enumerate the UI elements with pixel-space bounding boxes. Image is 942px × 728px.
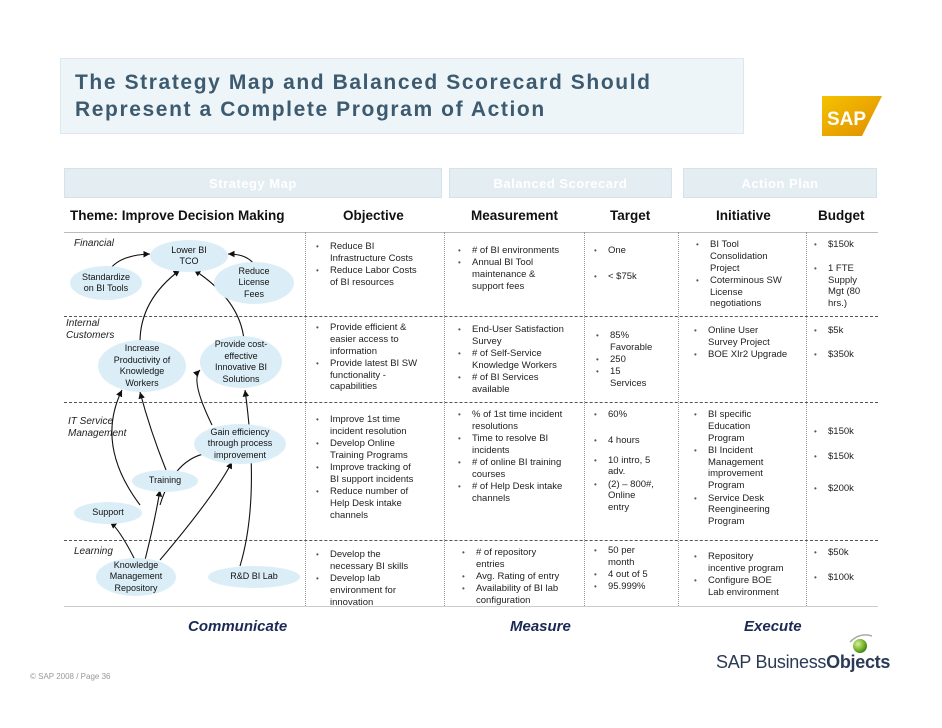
financial-targets [594,245,674,283]
list-item: • BI specific Education Program [694,409,806,444]
list-item: • Configure BOE Lab environment [694,575,806,599]
internal-objectives [316,322,440,394]
list-item: • Reduce BI Infrastructure Costs [316,241,440,265]
list-item: • # of Self-Service Knowledge Workers [458,348,582,372]
arrow-km-to-training [145,490,160,560]
oval-support: Support [74,502,142,524]
list-item: • 1 FTE Supply Mgt (80 hrs.) [814,263,878,310]
list-item: • BI Tool Consolidation Project [696,239,804,274]
header-divider [64,232,878,233]
row-divider-internal [64,402,878,403]
list-item: • 50 per month [594,545,678,569]
row-divider-it-service [64,540,878,541]
slide-title [75,69,652,123]
perspective-internal: Internal Customers [66,318,115,341]
list-item: • $100k [814,572,878,584]
oval-increase-productivity: Increase Productivity of Knowledge Workers [98,340,186,392]
sap-logo-icon [822,96,882,136]
list-item: • Provide efficient & easier access to information [316,322,440,357]
list-item: • 4 hours [594,435,678,447]
list-item: • # of BI environments [458,245,582,257]
financial-budgets [814,239,878,310]
oval-provide-cost-effective: Provide cost- effective Innovative BI Solutions [200,336,282,388]
list-item: • Coterminous SW License negotiations [696,275,804,310]
list-item: • 10 intro, 5 adv. [594,455,678,479]
list-item: • Reduce number of Help Desk intake channels [316,486,440,521]
financial-initiatives [696,239,804,311]
list-item: • 4 out of 5 [594,569,678,581]
financial-measurements [458,245,582,293]
list-item: • 85% Favorable [596,330,676,354]
list-item: • # of online BI training courses [458,457,582,481]
internal-budgets [814,325,878,361]
list-item: • End-User Satisfaction Survey [458,324,582,348]
learning-initiatives [694,551,806,599]
list-item: • $50k [814,547,878,559]
list-item: • # of Help Desk intake channels [458,481,582,505]
list-item: • 95.999% [594,581,678,593]
businessobjects-logo: SAP BusinessObjects [716,652,891,672]
arrow-support-to-productivity [112,390,140,505]
list-item: • # of repository entries [462,547,582,571]
learning-objectives [316,549,440,609]
list-item: • BI Incident Management improvement Program [694,445,806,492]
oval-rd-bi-lab: R&D BI Lab [208,566,300,588]
section-action-plan: Action Plan [683,168,877,198]
internal-measurements [458,324,582,396]
list-item: • Online User Survey Project [694,325,806,349]
list-item: • 60% [594,409,678,421]
perspective-it-service: IT Service Management [68,416,127,439]
list-item: • Develop lab environment for innovation [316,573,440,608]
row-divider-financial [64,316,878,317]
header-initiative: Initiative [716,208,771,223]
arrow-km-to-support [110,522,135,560]
title-line-2: Represent a Complete Program of Action [75,98,546,121]
header-measurement: Measurement [471,208,559,223]
list-item: • Time to resolve BI incidents [458,433,582,457]
column-divider [678,232,679,606]
section-balanced-scorecard: Balanced Scorecard [449,168,672,198]
section-strategy-map: Strategy Map [64,168,442,198]
oval-knowledge-mgmt: Knowledge Management Repository [96,558,176,596]
label-execute: Execute [744,618,802,635]
oval-reduce-license: Reduce License Fees [214,262,294,304]
list-item: • (2) – 800#, Online entry [594,479,678,514]
footer-copyright: © SAP 2008 / Page 36 [30,672,111,681]
list-item: • Avg. Rating of entry [462,571,582,583]
perspective-learning: Learning [74,546,113,557]
list-item: • 15 Services [596,366,676,390]
learning-measurements [462,547,582,607]
label-measure: Measure [510,618,571,635]
list-item: • $150k [814,426,878,438]
header-theme: Theme: Improve Decision Making [70,208,285,223]
arrow-training-to-productivity [140,392,166,470]
it-service-objectives [316,414,440,522]
oval-training: Training [132,470,198,492]
header-objective: Objective [343,208,404,223]
title-line-1: The Strategy Map and Balanced Scorecard Should [75,71,652,94]
list-item: • $350k [814,349,878,361]
sap-logo-text: SAP [827,109,867,130]
column-divider [305,232,306,606]
list-item: • Improve tracking of BI support incidents [316,462,440,486]
internal-targets [596,330,676,390]
header-target: Target [610,208,651,223]
label-communicate: Communicate [188,618,288,635]
it-service-budgets [814,426,878,495]
list-item: • $150k [814,239,878,251]
list-item: • $5k [814,325,878,337]
list-item: • $150k [814,451,878,463]
list-item: • Provide latest BI SW functionality - capabilities [316,358,440,393]
financial-objectives [316,241,440,289]
arrow-productivity-to-tco [140,270,180,342]
list-item: • Improve 1st time incident resolution [316,414,440,438]
it-service-targets [594,409,678,515]
list-item: • < $75k [594,271,674,283]
list-item: • Annual BI Tool maintenance & support fees [458,257,582,292]
internal-initiatives [694,325,806,361]
list-item: • 250 [596,354,676,366]
learning-budgets [814,547,878,584]
list-item: • Reduce Labor Costs of BI resources [316,265,440,289]
list-item: • Repository incentive program [694,551,806,575]
oval-standardize: Standardize on BI Tools [70,266,142,300]
column-divider [444,232,445,606]
list-item: • Develop Online Training Programs [316,438,440,462]
list-item: • # of BI Services available [458,372,582,396]
list-item: • Develop the necessary BI skills [316,549,440,573]
column-divider [806,232,807,606]
list-item: • Availability of BI lab configuration [462,583,582,607]
it-service-measurements [458,409,582,505]
oval-lower-bi-tco: Lower BI TCO [150,240,228,272]
oval-gain-efficiency: Gain efficiency through process improvement [194,424,286,464]
list-item: • One [594,245,674,257]
header-budget: Budget [818,208,865,223]
list-item: • % of 1st time incident resolutions [458,409,582,433]
list-item: • Service Desk Reengineering Program [694,493,806,528]
it-service-initiatives [694,409,806,528]
learning-targets [594,545,678,594]
list-item: • $200k [814,483,878,495]
perspective-financial: Financial [74,238,115,249]
list-item: • BOE XIr2 Upgrade [694,349,806,361]
column-divider [584,232,585,606]
title-box [60,58,744,134]
